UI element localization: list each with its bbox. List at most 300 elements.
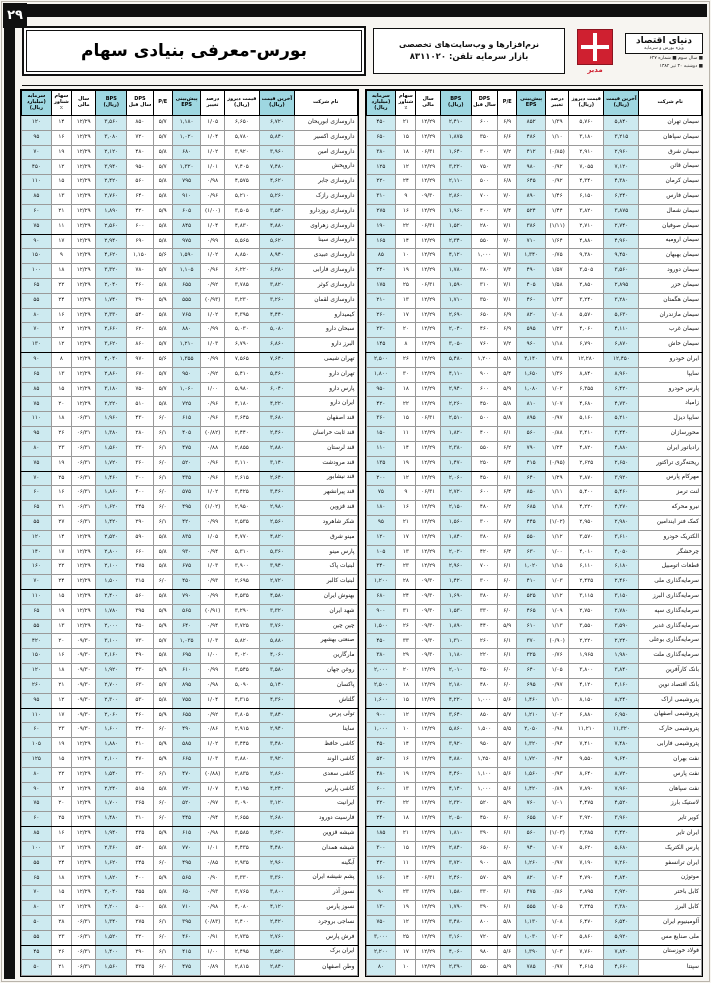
value-cell: ۰/۹۸ bbox=[545, 723, 568, 738]
value-cell: ۲,۹۶۰ bbox=[604, 145, 639, 160]
value-cell: ۱۲/۲۹ bbox=[71, 190, 95, 205]
value-cell: ۴۷۵ bbox=[517, 886, 546, 901]
company-name-cell: پارس دارو bbox=[294, 382, 357, 397]
value-cell: ۱۲۰ bbox=[366, 530, 396, 545]
value-cell: ۰/۹۶ bbox=[201, 456, 224, 471]
value-cell: ۴,۸۳۰ bbox=[224, 219, 259, 234]
value-cell: ۰/۹۱ bbox=[201, 930, 224, 945]
value-cell: ۴۶۰ bbox=[471, 323, 498, 338]
value-cell: ۲,۳۲۰ bbox=[440, 797, 471, 812]
value-cell: ۱,۶۴۰ bbox=[440, 145, 471, 160]
value-cell: ۱,۵۹۰ bbox=[172, 249, 201, 264]
value-cell: ۲,۱۱۰ bbox=[440, 175, 471, 190]
value-cell: ۳,۰۵۰ bbox=[440, 338, 471, 353]
value-cell: ۴,۲۲۰ bbox=[440, 693, 471, 708]
value-cell: ۶۰ bbox=[22, 204, 52, 219]
value-cell: ۱۶ bbox=[51, 649, 71, 664]
table-row bbox=[22, 841, 358, 856]
table-row bbox=[366, 752, 702, 767]
value-cell: ۰/۷۵ bbox=[545, 249, 568, 264]
value-cell: ۱۹ bbox=[396, 767, 416, 782]
value-cell: ۷۰ bbox=[22, 471, 52, 486]
value-cell: ۲,۴۳۵ bbox=[569, 575, 604, 590]
company-name-cell: قند نیشابور bbox=[294, 471, 357, 486]
value-cell: ۳,۹۲۰ bbox=[604, 471, 639, 486]
company-name-cell: ایران خودرو bbox=[639, 353, 702, 368]
value-cell: ۲,۴۰۰ bbox=[96, 590, 127, 605]
value-cell: ۰/۹۲ bbox=[201, 367, 224, 382]
value-cell: ۱,۲۰۰ bbox=[471, 353, 498, 368]
table-row bbox=[366, 604, 702, 619]
company-name-cell: شهد ایران bbox=[294, 604, 357, 619]
value-cell: ۷۰۰ bbox=[471, 560, 498, 575]
table-row bbox=[22, 278, 358, 293]
value-cell: ۵/۶ bbox=[498, 767, 517, 782]
value-cell: ۱۲/۲۹ bbox=[71, 278, 95, 293]
section-title: بورس-معرفی بنیادی سهام bbox=[81, 41, 307, 61]
value-cell: ۳,۸۰۵ bbox=[224, 708, 259, 723]
value-cell: ۷۹۰ bbox=[517, 441, 546, 456]
value-cell: ۵,۳۱۰ bbox=[224, 545, 259, 560]
value-cell: ۱۹۰ bbox=[366, 219, 396, 234]
value-cell: ۹۳۰ bbox=[172, 545, 201, 560]
table-row bbox=[22, 145, 358, 160]
value-cell: ۱,۵۶۰ bbox=[96, 441, 127, 456]
table-row bbox=[366, 219, 702, 234]
value-cell: ۳,۹۴۰ bbox=[259, 560, 294, 575]
value-cell: ۲,۴۰۰ bbox=[224, 915, 259, 930]
value-cell: ۱/۱۰ bbox=[545, 130, 568, 145]
value-cell: ۲,۹۱۰ bbox=[569, 145, 604, 160]
value-cell: ۳,۲۹۰ bbox=[224, 604, 259, 619]
value-cell: ۹۰ bbox=[22, 782, 52, 797]
masthead-title: دنیای اقتصاد bbox=[636, 35, 692, 46]
value-cell: ۱,۸۴۰ bbox=[440, 530, 471, 545]
table-row bbox=[22, 960, 358, 976]
value-cell: ۱۲/۲۹ bbox=[416, 797, 440, 812]
value-cell: ۱۱,۳۲۰ bbox=[604, 723, 639, 738]
value-cell: ۰۶/۳۱ bbox=[416, 412, 440, 427]
value-cell: ۵,۶۲۰ bbox=[259, 234, 294, 249]
value-cell: ۱۴ bbox=[396, 441, 416, 456]
value-cell: ۱۲/۲۹ bbox=[416, 664, 440, 679]
value-cell: ۱۲/۲۹ bbox=[71, 353, 95, 368]
value-cell: ۳۰ bbox=[396, 367, 416, 382]
value-cell: ۵,۴۶۰ bbox=[604, 486, 639, 501]
value-cell: ۶۰۰ bbox=[471, 116, 498, 131]
table-row bbox=[366, 145, 702, 160]
value-cell: ۳,۴۸۰ bbox=[440, 915, 471, 930]
value-cell: ۱,۱۸۰ bbox=[172, 116, 201, 131]
value-cell: ۱,۴۷۰ bbox=[440, 456, 471, 471]
value-cell: ۶,۴۷۰ bbox=[569, 915, 604, 930]
value-cell: ۱۲/۲۹ bbox=[416, 471, 440, 486]
value-cell: ۱,۰۰۰ bbox=[471, 249, 498, 264]
value-cell: ۲,۷۴۰ bbox=[604, 219, 639, 234]
value-cell: ۰/۹۴ bbox=[201, 619, 224, 634]
value-cell: ۱۲ bbox=[51, 338, 71, 353]
company-name-cell: محورسازان bbox=[639, 427, 702, 442]
value-cell: ۲,۸۰۰ bbox=[96, 545, 127, 560]
company-name-cell: سیمان غرب bbox=[639, 323, 702, 338]
value-cell: ۲,۱۰۰ bbox=[96, 560, 127, 575]
value-cell: ۲,۵۶۰ bbox=[259, 515, 294, 530]
value-cell: ۱,۵۸۰ bbox=[440, 886, 471, 901]
table-row bbox=[366, 190, 702, 205]
value-cell: ۵/۸ bbox=[498, 353, 517, 368]
value-cell: ۱۲/۲۹ bbox=[71, 738, 95, 753]
value-cell: ۵,۸۲۰ bbox=[224, 634, 259, 649]
value-cell: ۸۸۰ bbox=[172, 323, 201, 338]
value-cell: ۱۲/۲۹ bbox=[416, 204, 440, 219]
table-row bbox=[22, 619, 358, 634]
value-cell: ۱/۱۲ bbox=[545, 530, 568, 545]
value-cell: ۶/۴ bbox=[498, 456, 517, 471]
value-cell: (۰/۹۵) bbox=[545, 456, 568, 471]
table-row bbox=[22, 412, 358, 427]
value-cell: ۳,۸۷۵ bbox=[604, 204, 639, 219]
value-cell: ۱۲/۲۹ bbox=[416, 960, 440, 976]
company-name-cell: زامیاد bbox=[639, 397, 702, 412]
value-cell: ۶۹۰ bbox=[127, 234, 154, 249]
value-cell: ۳,۹۴۰ bbox=[96, 160, 127, 175]
value-cell: ۸,۲۴۰ bbox=[604, 693, 639, 708]
value-cell: ۵/۸ bbox=[153, 693, 172, 708]
value-cell: ۲,۴۹۵ bbox=[224, 945, 259, 960]
company-name-cell: داروسازی اکسیر bbox=[294, 130, 357, 145]
value-cell: ۱۲/۲۹ bbox=[416, 886, 440, 901]
value-cell: ۶۵۰ bbox=[366, 130, 396, 145]
column-header: آخرین قیمت (ریال) bbox=[604, 91, 639, 116]
value-cell: ۵,۶۳۰ bbox=[604, 308, 639, 323]
value-cell: ۷,۸۴۰ bbox=[604, 945, 639, 960]
value-cell: ۲,۰۶۰ bbox=[96, 708, 127, 723]
table-row bbox=[366, 708, 702, 723]
value-cell: ۲۵ bbox=[51, 812, 71, 827]
value-cell: ۴,۳۶۰ bbox=[259, 693, 294, 708]
value-cell: ۱/۰۱ bbox=[201, 160, 224, 175]
value-cell: ۱,۷۴۰ bbox=[96, 293, 127, 308]
value-cell: ۴,۳۸۰ bbox=[604, 175, 639, 190]
value-cell: ۱۱۰ bbox=[22, 708, 52, 723]
value-cell: ۶/۰ bbox=[153, 412, 172, 427]
value-cell: ۱۶ bbox=[396, 501, 416, 516]
value-cell: ۱/۰۵ bbox=[545, 901, 568, 916]
value-cell: ۱,۲۵۰ bbox=[471, 752, 498, 767]
table-row bbox=[366, 634, 702, 649]
value-cell: ۰۹/۳۰ bbox=[416, 190, 440, 205]
value-cell: ۱۲/۲۹ bbox=[71, 308, 95, 323]
value-cell: ۱۳ bbox=[396, 782, 416, 797]
value-cell: ۴۳۵ bbox=[127, 827, 154, 842]
value-cell: ۰/۹۷ bbox=[545, 678, 568, 693]
value-cell: ۳۸۰ bbox=[471, 590, 498, 605]
value-cell: ۳,۱۸۰ bbox=[569, 130, 604, 145]
value-cell: ۱,۳۴۰ bbox=[96, 915, 127, 930]
value-cell: ۳,۷۲۵ bbox=[224, 619, 259, 634]
value-cell: ۳,۳۸۵ bbox=[569, 827, 604, 842]
table-row bbox=[366, 353, 702, 368]
value-cell: ۱۲/۲۹ bbox=[71, 530, 95, 545]
value-cell: ۰۶/۳۱ bbox=[71, 930, 95, 945]
value-cell: ۱۷۵ bbox=[366, 278, 396, 293]
value-cell: ۳۴۰ bbox=[127, 723, 154, 738]
column-header: نام شرکت bbox=[639, 91, 702, 116]
value-cell: ۳۸۰ bbox=[366, 145, 396, 160]
table-row bbox=[366, 456, 702, 471]
stocks-panel-left bbox=[20, 89, 359, 977]
value-cell: ۹,۶۴۰ bbox=[604, 752, 639, 767]
value-cell: ۱,۷۰۰ bbox=[96, 797, 127, 812]
value-cell: ۰/۹۷ bbox=[201, 797, 224, 812]
value-cell: ۳,۳۳۰ bbox=[224, 871, 259, 886]
column-header: نام شرکت bbox=[294, 91, 357, 116]
column-header: درصد تغییر bbox=[545, 91, 568, 116]
value-cell: ۱/۰۱ bbox=[545, 797, 568, 812]
value-cell: ۴۵۰ bbox=[471, 471, 498, 486]
value-cell: ۲,۰۰۰ bbox=[96, 619, 127, 634]
value-cell: ۶,۷۹۰ bbox=[569, 338, 604, 353]
value-cell: ۲۱ bbox=[396, 827, 416, 842]
value-cell: ۲۷ bbox=[51, 515, 71, 530]
value-cell: ۳,۱۱۵ bbox=[569, 590, 604, 605]
value-cell: ۴,۸۸۰ bbox=[569, 234, 604, 249]
value-cell: ۶۵۰ bbox=[172, 886, 201, 901]
value-cell: ۷۵ bbox=[22, 797, 52, 812]
value-cell: ۱۰۰ bbox=[22, 264, 52, 279]
value-cell: ۲,۹۴۰ bbox=[259, 723, 294, 738]
company-name-cell: پشم شیشه ایران bbox=[294, 871, 357, 886]
value-cell: ۱,۷۸۰ bbox=[96, 604, 127, 619]
value-cell: ۴۷۵ bbox=[172, 441, 201, 456]
company-name-cell: پارس الکتریک bbox=[639, 841, 702, 856]
value-cell: ۴۲۰ bbox=[366, 397, 396, 412]
value-cell: ۷,۸۹۰ bbox=[569, 782, 604, 797]
table-row bbox=[366, 545, 702, 560]
value-cell: ۱۲/۲۹ bbox=[71, 397, 95, 412]
value-cell: ۲,۸۵۰ bbox=[569, 278, 604, 293]
value-cell: ۱۸ bbox=[396, 812, 416, 827]
value-cell: ۲۱ bbox=[51, 501, 71, 516]
value-cell: ۵۲۵ bbox=[517, 590, 546, 605]
value-cell: ۳,۴۲۰ bbox=[604, 827, 639, 842]
table-row bbox=[22, 160, 358, 175]
value-cell: ۴۲۰ bbox=[366, 856, 396, 871]
value-cell: ۶۵۰ bbox=[471, 308, 498, 323]
value-cell: ۴۹۰ bbox=[127, 649, 154, 664]
value-cell: ۱/۰۷ bbox=[545, 397, 568, 412]
value-cell: ۶/۰ bbox=[153, 797, 172, 812]
value-cell: ۱,۹۶۰ bbox=[96, 412, 127, 427]
value-cell: ۵/۷ bbox=[153, 264, 172, 279]
value-cell: ۱۵ bbox=[396, 693, 416, 708]
value-cell: ۱,۱۳۰ bbox=[517, 915, 546, 930]
value-cell: ۵/۹ bbox=[153, 738, 172, 753]
company-name-cell: کاشی الوند bbox=[294, 752, 357, 767]
value-cell: ۵,۵۷۰ bbox=[569, 308, 604, 323]
value-cell: ۶۸۵ bbox=[517, 501, 546, 516]
value-cell: ۳,۳۶۰ bbox=[259, 871, 294, 886]
value-cell: ۱۵ bbox=[51, 590, 71, 605]
value-cell: ۵/۸ bbox=[153, 219, 172, 234]
value-cell: ۱,۵۰۰ bbox=[366, 619, 396, 634]
value-cell: ۲۲۰ bbox=[471, 649, 498, 664]
value-cell: ۰/۹۲ bbox=[201, 708, 224, 723]
value-cell: ۷/۱ bbox=[498, 219, 517, 234]
table-row bbox=[366, 486, 702, 501]
company-name-cell: داروسازی روزدارو bbox=[294, 204, 357, 219]
company-name-cell: داروسازی رازک bbox=[294, 190, 357, 205]
company-name-cell: نفت پارس bbox=[639, 767, 702, 782]
value-cell: ۳۳۰ bbox=[471, 604, 498, 619]
company-name-cell: تهران دارو bbox=[294, 367, 357, 382]
value-cell: ۱۲/۲۹ bbox=[416, 930, 440, 945]
value-cell: ۲,۹۴۰ bbox=[440, 382, 471, 397]
value-cell: ۵۵ bbox=[22, 930, 52, 945]
column-header: DPS سال قبل bbox=[471, 91, 498, 116]
value-cell: ۱,۳۲۰ bbox=[517, 738, 546, 753]
value-cell: ۱۲۰ bbox=[22, 116, 52, 131]
value-cell: ۴۰۰ bbox=[127, 871, 154, 886]
value-cell: ۴,۲۴۰ bbox=[259, 782, 294, 797]
company-name-cell: وطن اصفهان bbox=[294, 960, 357, 976]
value-cell: ۲۶۰ bbox=[471, 634, 498, 649]
value-cell: ۵/۸ bbox=[153, 901, 172, 916]
value-cell: ۳۶۵ bbox=[127, 797, 154, 812]
value-cell: ۷,۲۶۰ bbox=[604, 856, 639, 871]
value-cell: ۱۱۰ bbox=[22, 412, 52, 427]
value-cell: ۱۲ bbox=[396, 708, 416, 723]
table-row bbox=[366, 575, 702, 590]
table-row bbox=[22, 308, 358, 323]
value-cell: ۴,۹۶۰ bbox=[604, 234, 639, 249]
value-cell: ۵/۶ bbox=[153, 249, 172, 264]
value-cell: ۱,۳۱۰ bbox=[440, 634, 471, 649]
value-cell: ۳,۷۲۰ bbox=[440, 856, 471, 871]
value-cell: ۱,۵۴۰ bbox=[96, 767, 127, 782]
value-cell: ۰/۸۶ bbox=[545, 886, 568, 901]
value-cell: (۱/۰۲) bbox=[545, 515, 568, 530]
value-cell: ۲,۵۲۰ bbox=[96, 530, 127, 545]
value-cell: ۵۱۰ bbox=[127, 397, 154, 412]
value-cell: ۶۱۰ bbox=[172, 664, 201, 679]
value-cell: ۲۱ bbox=[396, 515, 416, 530]
value-cell: ۱۸ bbox=[51, 664, 71, 679]
value-cell: ۷,۱۹۰ bbox=[569, 856, 604, 871]
value-cell: ۶۱۵ bbox=[172, 412, 201, 427]
value-cell: ۴۶۰ bbox=[517, 293, 546, 308]
value-cell: ۲,۰۲۰ bbox=[440, 545, 471, 560]
value-cell: ۱۲/۲۹ bbox=[71, 767, 95, 782]
value-cell: ۳,۵۵۰ bbox=[569, 619, 604, 634]
value-cell: ۱۹ bbox=[51, 456, 71, 471]
value-cell: ۶/۶ bbox=[498, 130, 517, 145]
company-name-cell: نفت سپاهان bbox=[639, 782, 702, 797]
value-cell: ۴,۲۲۰ bbox=[569, 501, 604, 516]
value-cell: ۸۹۰ bbox=[517, 190, 546, 205]
value-cell: ۲۳ bbox=[51, 441, 71, 456]
value-cell: ۶/۱ bbox=[153, 915, 172, 930]
value-cell: ۳۴۰ bbox=[366, 560, 396, 575]
value-cell: ۲,۸۱۵ bbox=[224, 960, 259, 976]
value-cell: ۵/۹ bbox=[498, 960, 517, 976]
value-cell: ۵,۲۶۰ bbox=[259, 190, 294, 205]
value-cell: ۳,۶۴۰ bbox=[440, 708, 471, 723]
value-cell: ۵۵۰ bbox=[471, 441, 498, 456]
value-cell: ۱/۰۰ bbox=[201, 945, 224, 960]
value-cell: ۶۵ bbox=[22, 604, 52, 619]
value-cell: ۵/۹ bbox=[498, 871, 517, 886]
value-cell: ۱,۹۶۵ bbox=[569, 649, 604, 664]
value-cell: ۱۲/۲۹ bbox=[71, 812, 95, 827]
value-cell: ۲,۵۰۰ bbox=[366, 678, 396, 693]
value-cell: ۳۳۰ bbox=[471, 886, 498, 901]
value-cell: ۵/۷ bbox=[153, 367, 172, 382]
value-cell: ۶۵۵ bbox=[172, 278, 201, 293]
value-cell: ۱۶۵ bbox=[366, 234, 396, 249]
value-cell: ۱۲/۲۹ bbox=[416, 945, 440, 960]
value-cell: ۹۰ bbox=[22, 353, 52, 368]
value-cell: ۶/۹ bbox=[498, 116, 517, 131]
value-cell: ۴۰۰ bbox=[127, 486, 154, 501]
value-cell: ۶/۰ bbox=[498, 812, 517, 827]
value-cell: ۵/۶ bbox=[498, 752, 517, 767]
value-cell: ۹,۴۵۰ bbox=[604, 249, 639, 264]
value-cell: ۷,۴۱۰ bbox=[569, 738, 604, 753]
value-cell: ۵,۸۶۰ bbox=[440, 723, 471, 738]
value-cell: ۴۰۰ bbox=[471, 427, 498, 442]
value-cell: ۱,۵۰۰ bbox=[471, 723, 498, 738]
company-name-cell: نساجی بروجرد bbox=[294, 915, 357, 930]
value-cell: ۴۹۵ bbox=[172, 501, 201, 516]
table-row bbox=[22, 441, 358, 456]
value-cell: ۱۲/۲۹ bbox=[416, 160, 440, 175]
value-cell: ۵/۵ bbox=[498, 723, 517, 738]
value-cell: ۳,۳۲۰ bbox=[259, 604, 294, 619]
advertiser-brand bbox=[572, 29, 618, 74]
value-cell: ۵۲۰ bbox=[366, 752, 396, 767]
company-name-cell: سیمان صوفیان bbox=[639, 219, 702, 234]
value-cell: ۲,۸۹۵ bbox=[569, 886, 604, 901]
value-cell: ۳,۲۱۵ bbox=[604, 130, 639, 145]
value-cell: ۳,۱۰۰ bbox=[96, 634, 127, 649]
company-name-cell: داروسازی جابر bbox=[294, 175, 357, 190]
value-cell: ۳,۲۲۰ bbox=[440, 160, 471, 175]
value-cell: ۹۵ bbox=[366, 515, 396, 530]
value-cell: ۱۲/۲۹ bbox=[416, 130, 440, 145]
value-cell: ۵/۸ bbox=[498, 856, 517, 871]
value-cell: ۲,۰۴۰ bbox=[96, 278, 127, 293]
value-cell: ۴۱۵ bbox=[517, 456, 546, 471]
value-cell: ۲۶ bbox=[396, 619, 416, 634]
value-cell: ۱,۵۶۰ bbox=[517, 767, 546, 782]
value-cell: ۳۹۰ bbox=[471, 827, 498, 842]
value-cell: ۱/۳۹ bbox=[545, 116, 568, 131]
value-cell: ۶۴۰ bbox=[517, 664, 546, 679]
value-cell: ۱۹ bbox=[396, 901, 416, 916]
value-cell: ۸۵۰ bbox=[127, 116, 154, 131]
value-cell: ۲,۳۹۰ bbox=[440, 960, 471, 976]
value-cell: ۱۸ bbox=[396, 145, 416, 160]
company-name-cell: ایران ترانسفو bbox=[639, 856, 702, 871]
value-cell: ۱,۴۲۰ bbox=[96, 515, 127, 530]
value-cell: ۷۷۰ bbox=[172, 841, 201, 856]
value-cell: ۸,۹۶۰ bbox=[604, 367, 639, 382]
value-cell: ۱۵ bbox=[51, 886, 71, 901]
value-cell: ۳۶۰ bbox=[127, 456, 154, 471]
value-cell: ۵/۸ bbox=[153, 590, 172, 605]
value-cell: ۱۰ bbox=[396, 723, 416, 738]
